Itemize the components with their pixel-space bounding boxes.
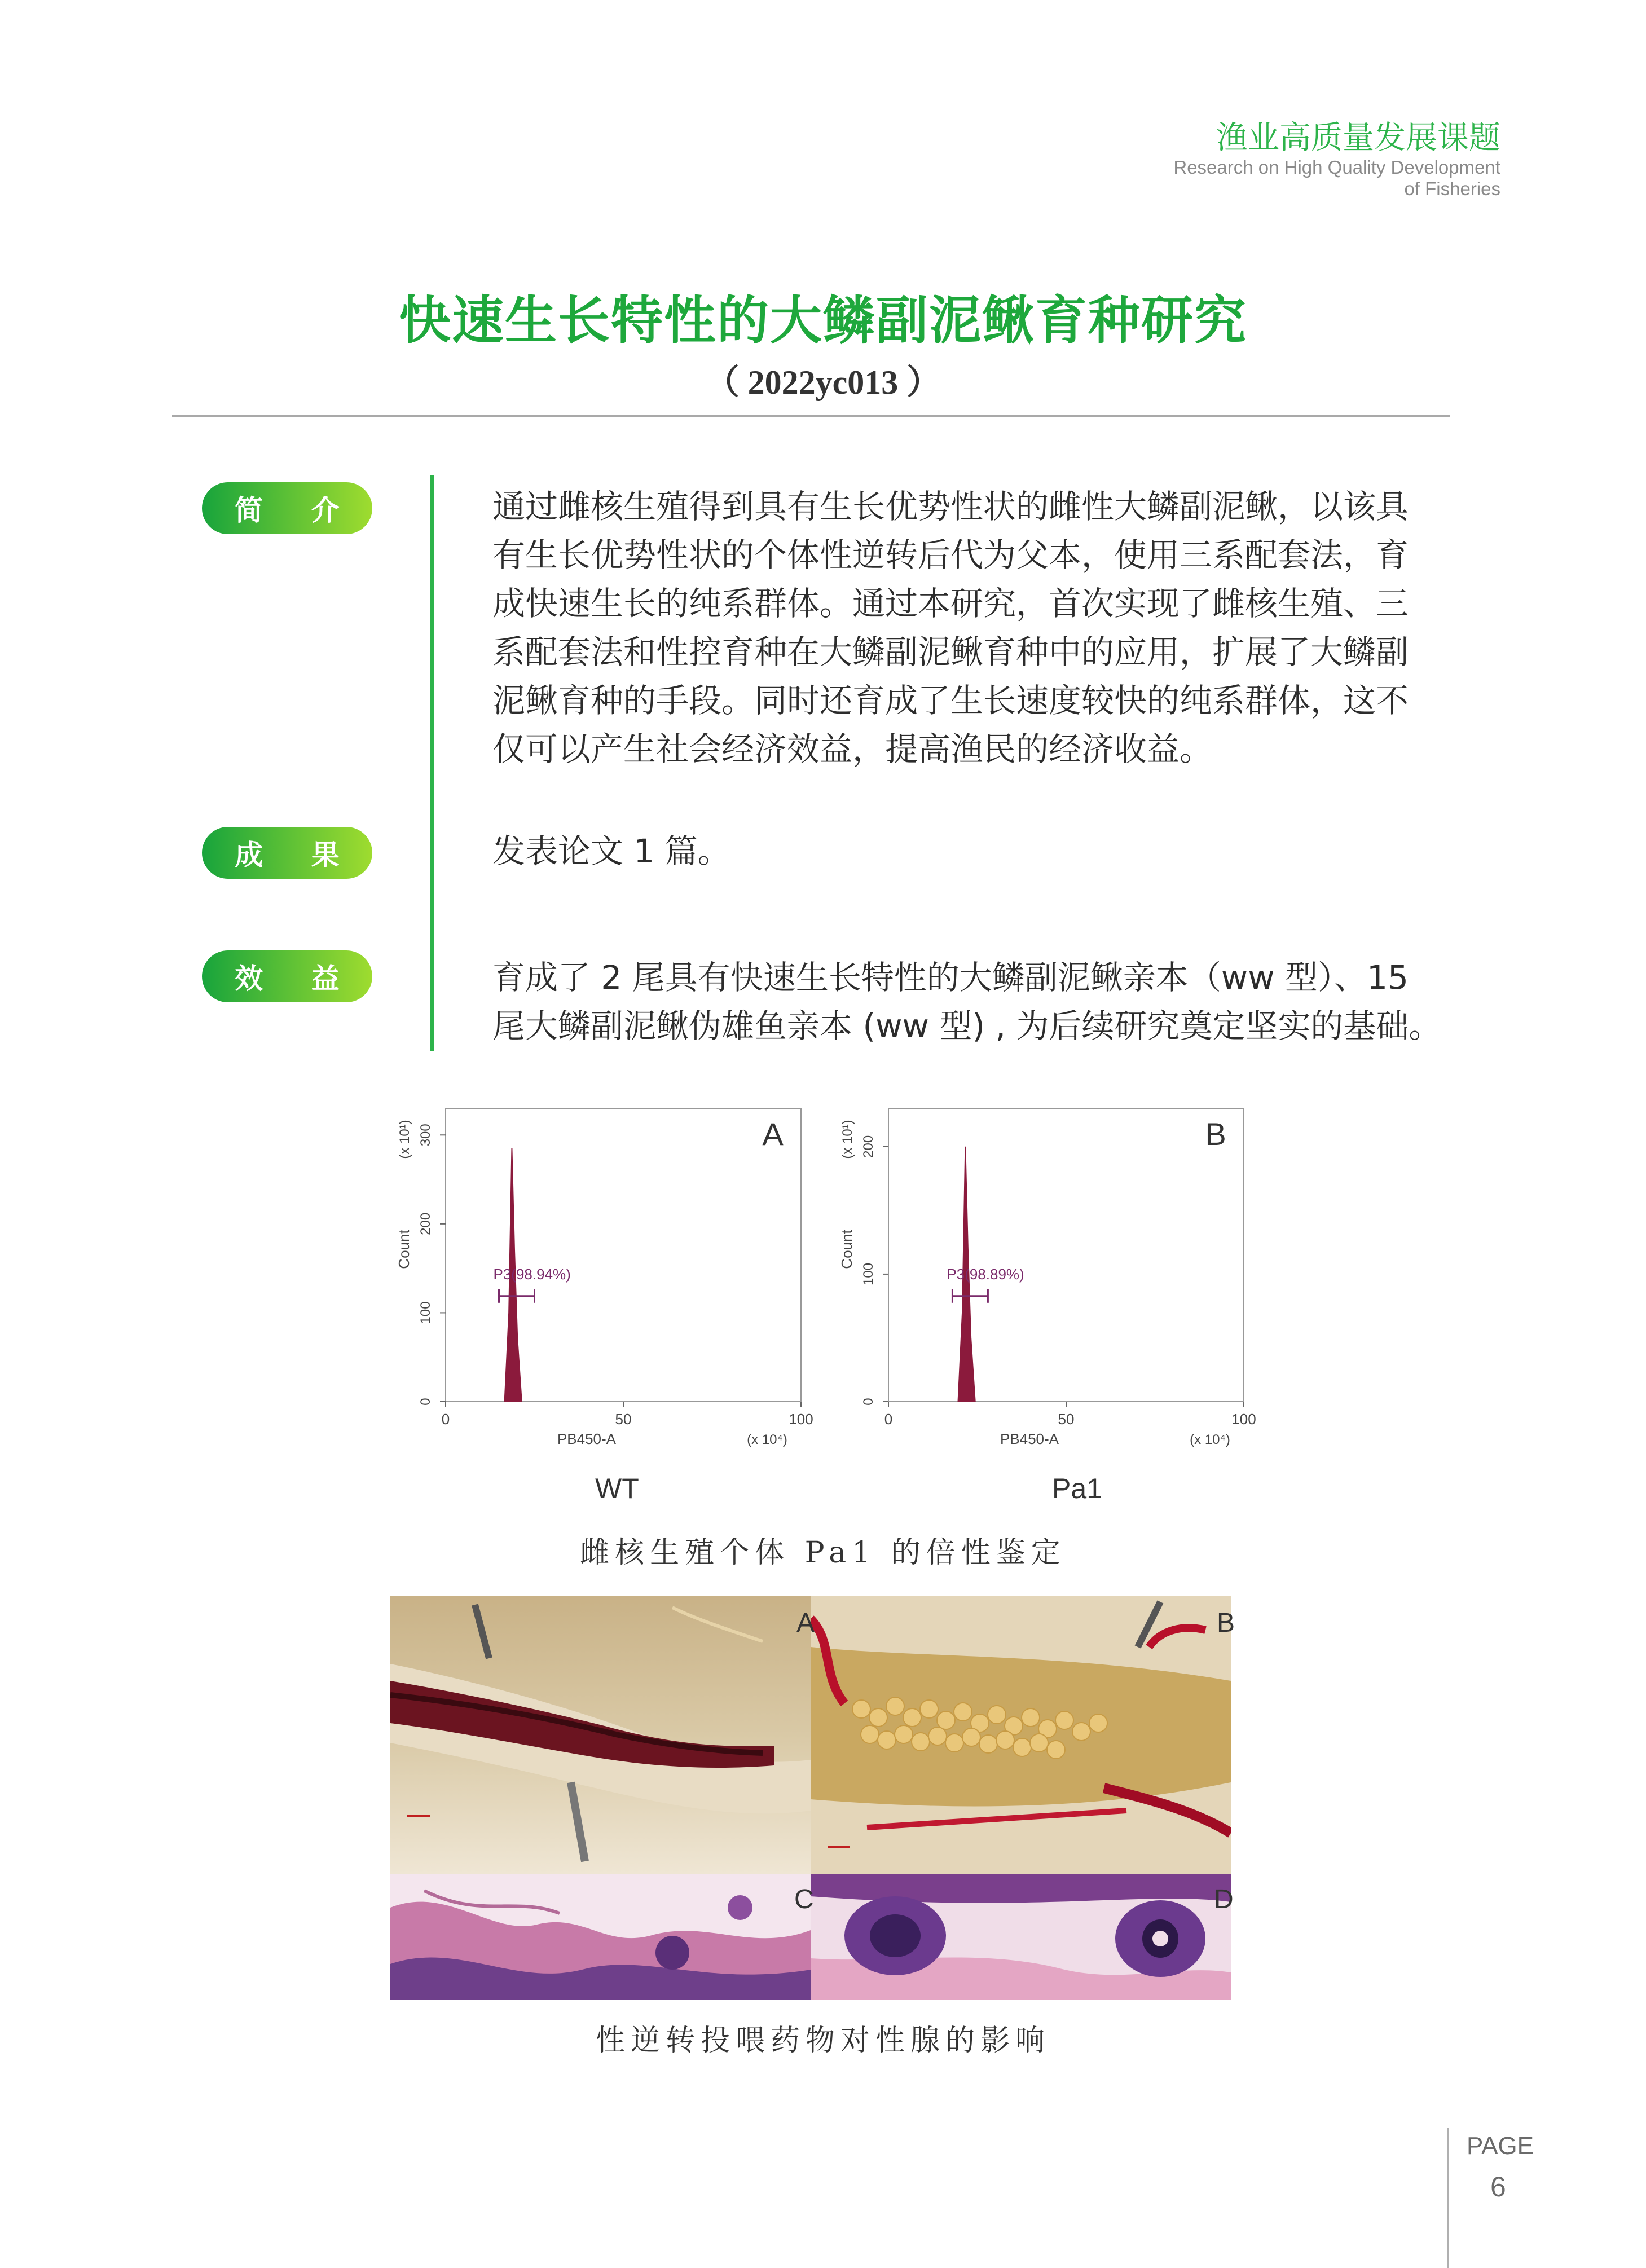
y-tick-label: 300 [418,1124,433,1147]
header-title-cn: 渔业高质量发展课题 [1216,120,1500,156]
histology-photo-c [390,1874,811,2000]
gate-label: P3(98.94%) [493,1265,571,1283]
panel-letter: B [1205,1116,1226,1152]
x-tick-label: 0 [884,1411,893,1428]
y-tick-label: 0 [861,1398,876,1406]
dissection-photo-b [811,1596,1231,1874]
x-tick-label: 0 [441,1411,450,1428]
panel-letter-a: A [796,1608,815,1638]
section-badge-benefits: 效 益 [202,950,372,1002]
text-line: 系配套法和性控育种在大鳞副泥鳅育种中的应用，扩展了大鳞副 [492,633,1409,671]
section-results-text [492,827,1426,875]
x-axis-label: PB450-A [557,1430,617,1447]
y-tick-label: 100 [418,1301,433,1324]
y-tick-label: 200 [418,1212,433,1235]
panel-label-wt: WT [595,1473,639,1504]
text-line: 有生长优势性状的个体性逆转后代为父本，使用三系配套法，育 [492,536,1409,574]
header-title-en [1106,157,1500,200]
x-tick-label: 50 [615,1411,632,1428]
flow-histogram-b [826,1097,1261,1461]
panel-letter-d: D [1214,1884,1234,1914]
article-title: 快速生长特性的大鳞副泥鳅育种研究 [398,290,1247,351]
section-badge-intro: 简 介 [202,482,372,534]
y-axis-unit: (x 10¹) [840,1120,855,1159]
y-tick-label: 200 [861,1135,876,1158]
x-tick-label: 50 [1058,1411,1075,1428]
figure2-caption: 性逆转投喂药物对性腺的影响 [595,2024,1050,2058]
text-line: 泥鳅育种的手段。同时还育成了生长速度较快的纯系群体，这不 [492,681,1409,720]
section-intro-text [492,482,1426,773]
page-number-rule [1447,2128,1449,2268]
text-line: 仅可以产生社会经济效益，提高渔民的经济收益。 [492,730,1213,768]
x-axis-unit: (x 10⁴) [1190,1432,1230,1447]
gate-label: P3(98.89%) [947,1265,1024,1283]
x-axis-unit: (x 10⁴) [747,1432,787,1447]
x-tick-label: 100 [789,1411,813,1428]
gonad-photo-figure [390,1596,1235,2000]
panel-letter-c: C [794,1884,814,1914]
panel-label-pa1: Pa1 [1052,1473,1102,1504]
plot-frame [888,1108,1244,1402]
y-tick-label: 0 [418,1398,433,1406]
y-tick-label: 100 [861,1262,876,1285]
text-line: 成快速生长的纯系群体。通过本研究，首次实现了雌核生殖、三 [492,584,1409,623]
figure1-caption: 雌核生殖个体 Pa1 的倍性鉴定 [580,1536,1066,1570]
title-divider [172,415,1450,417]
panel-letter-b: B [1217,1608,1235,1638]
x-axis-label: PB450-A [1000,1430,1059,1447]
histology-photo-d [811,1874,1231,2000]
flow-histogram-a [384,1097,818,1461]
y-axis-label: Count [395,1230,412,1269]
y-axis-label: Count [838,1230,855,1269]
section-benefits-text [492,953,1442,1050]
header-title-en-line1: Research on High Quality Development [1173,157,1500,178]
panel-letter: A [762,1116,784,1152]
text-line: 育成了 2 尾具有快速生长特性的大鳞副泥鳅亲本（ww 型）、15 [492,958,1409,997]
page-label: PAGE [1467,2132,1534,2160]
section-divider-line [430,475,434,1051]
plot-frame [446,1108,801,1402]
text-line: 尾大鳞副泥鳅伪雄鱼亲本 (ww 型) , 为后续研究奠定坚实的基础。 [492,1007,1442,1045]
page-number: 6 [1490,2171,1506,2203]
text-line: 发表论文 1 篇。 [492,832,730,870]
section-badge-results: 成 果 [202,827,372,879]
header-title-en-line2: of Fisheries [1404,178,1500,199]
dissection-photo-a [390,1596,811,1874]
x-tick-label: 100 [1231,1411,1256,1428]
y-axis-unit: (x 10¹) [397,1120,412,1159]
text-line: 通过雌核生殖得到具有生长优势性状的雌性大鳞副泥鳅，以该具 [492,487,1409,526]
article-code: （ 2022yc013 ） [705,364,941,401]
